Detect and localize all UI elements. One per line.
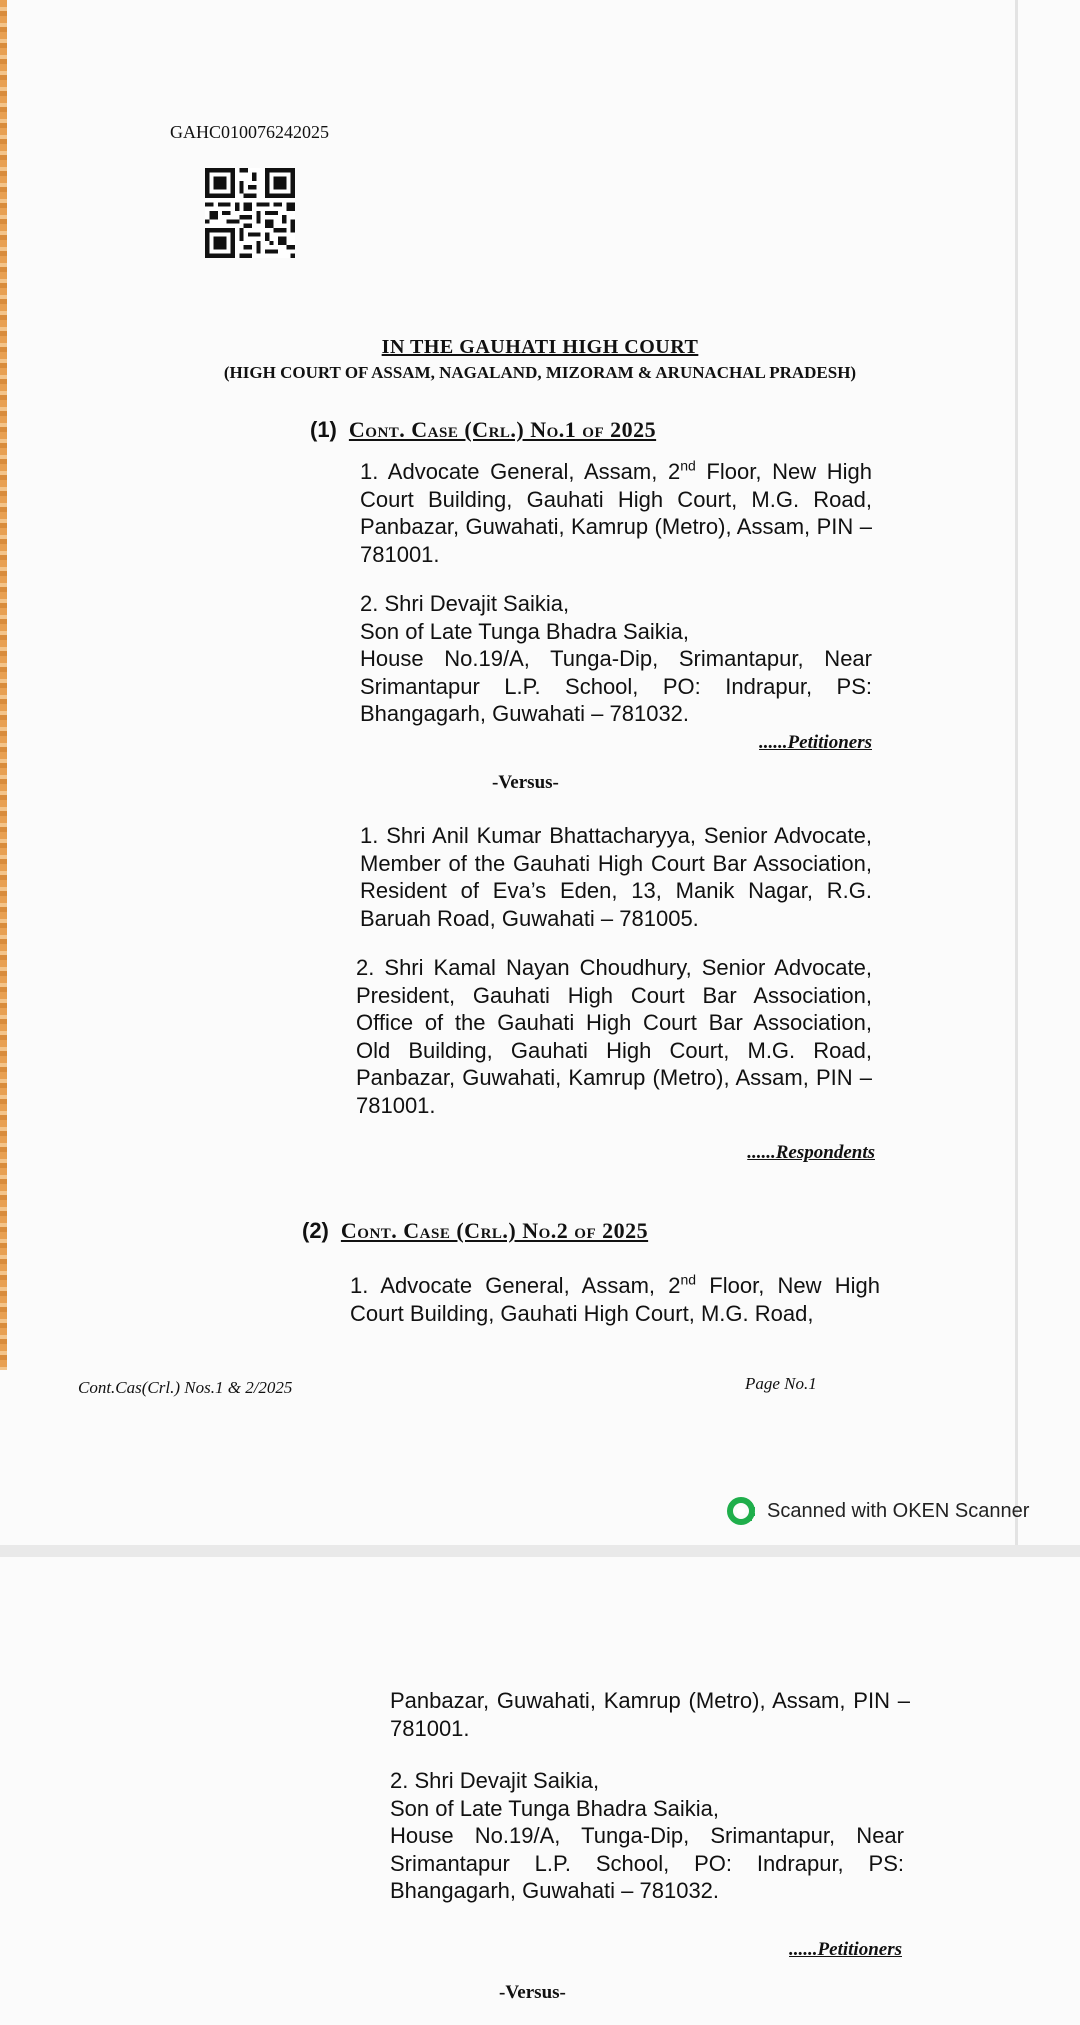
scan-edge-strip — [0, 0, 7, 1370]
document-code: GAHC010076242025 — [170, 122, 330, 142]
case-2-number: (2) — [302, 1218, 329, 1243]
case-2-petitioner-1-text-b: Floor, New High Court Building, Gauhati High Court, M.G. Road, — [350, 1273, 880, 1326]
case-2-heading — [302, 1218, 648, 1244]
page-2-petitioner-2 — [390, 1767, 904, 1905]
court-subtitle: (HIGH COURT OF ASSAM, NAGALAND, MIZORAM & ARUNACHAL PRADESH) — [223, 363, 857, 382]
document-page-2 — [0, 1557, 1080, 2025]
page-2-petitioner-2-parent: Son of Late Tunga Bhadra Saikia, — [390, 1795, 720, 1821]
page-2-continuation — [390, 1687, 910, 1742]
respondent-1-text: 1. Shri Anil Kumar Bhattacharyya, Senior Advocate, Member of the Gauhati High Court Bar Association, Resident of Eva’s Eden, 13, Manik Nagar, R.G. Baruah Road, Guwahati – 781005. — [360, 823, 872, 931]
oken-scanner-logo-icon — [727, 1496, 757, 1526]
case-1-petitioner-2 — [360, 590, 872, 728]
respondent-2-text: 2. Shri Kamal Nayan Choudhury, Senior Advocate, President, Gauhati High Court Bar Association, Office of the Gauhati High Court Bar Association, Old Building, Gauhati High Court, M.G. Road, Panbazar, Guwahati, Kamrup (Metro), Assam, PIN – 781001. — [356, 955, 872, 1118]
page-2-petitioner-2-address: House No.19/A, Tunga-Dip, Srimantapur, Near Srimantapur L.P. School, PO: Indrapur, PS: Bhangagarh, Guwahati – 781032. — [390, 1823, 904, 1903]
scanner-watermark — [727, 1496, 1029, 1526]
case-2-title: Cont. Case (Crl.) No.2 of 2025 — [340, 1218, 649, 1243]
court-title: IN THE GAUHATI HIGH COURT — [381, 336, 699, 358]
case-1-number: (1) — [310, 417, 337, 442]
page-2-petitioner-2-name: 2. Shri Devajit Saikia, — [390, 1768, 600, 1793]
page-2-versus-label: -Versus- — [499, 1982, 566, 2003]
footer-page-number: Page No.1 — [745, 1374, 817, 1393]
case-1-title: Cont. Case (Crl.) No.1 of 2025 — [348, 417, 657, 442]
ordinal-suffix: nd — [680, 1271, 697, 1288]
continuation-text: Panbazar, Guwahati, Kamrup (Metro), Assam, PIN – 781001. — [390, 1688, 910, 1741]
case-1-respondent-2 — [356, 954, 872, 1119]
petitioners-label: ......Petitioners — [759, 732, 872, 753]
petitioner-1-text-b: Floor, New High Court Building, Gauhati High Court, M.G. Road, Panbazar, Guwahati, Kamrup (Metro), Assam, PIN – 781001. — [360, 459, 872, 567]
case-1-heading — [310, 417, 656, 443]
versus-label: -Versus- — [492, 772, 559, 793]
page-fold-line — [1015, 0, 1018, 1545]
scanner-text: Scanned with OKEN Scanner — [767, 1499, 1030, 1522]
petitioner-2-address: House No.19/A, Tunga-Dip, Srimantapur, Near Srimantapur L.P. School, PO: Indrapur, PS: Bhangagarh, Guwahati – 781032. — [360, 646, 872, 726]
ordinal-suffix: nd — [680, 457, 696, 474]
case-2-petitioner-1 — [350, 1272, 880, 1327]
petitioner-1-text-a: 1. Advocate General, Assam, 2 — [360, 459, 681, 484]
case-1-petitioner-1 — [360, 458, 872, 568]
respondents-label: ......Respondents — [747, 1142, 875, 1163]
case-1-respondent-1 — [360, 822, 872, 932]
page-2-petitioners-label: ......Petitioners — [789, 1939, 902, 1960]
footer-case-reference: Cont.Cas(Crl.) Nos.1 & 2/2025 — [78, 1378, 293, 1397]
qr-code-icon — [205, 168, 295, 258]
petitioner-2-name: 2. Shri Devajit Saikia, — [360, 591, 570, 616]
petitioner-2-parent: Son of Late Tunga Bhadra Saikia, — [360, 618, 690, 644]
case-2-petitioner-1-text-a: 1. Advocate General, Assam, 2 — [350, 1273, 681, 1298]
